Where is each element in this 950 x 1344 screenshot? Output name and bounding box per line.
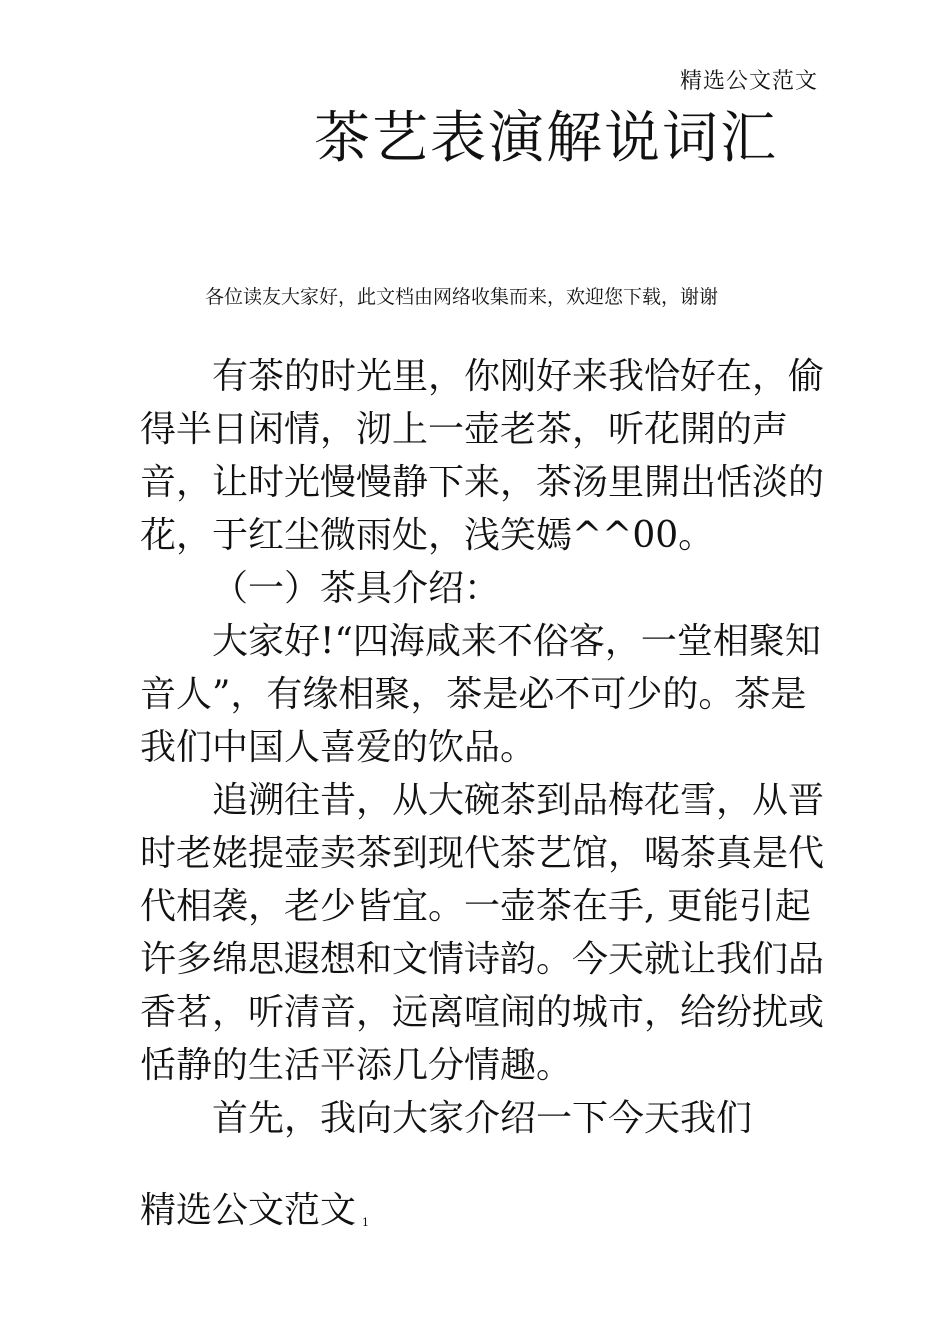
paragraph-introduction: 首先，我向大家介绍一下今天我们 — [212, 1098, 753, 1139]
preface-note: 各位读友大家好，此文档由网络收集而来，欢迎您下载，谢谢 — [205, 286, 719, 308]
paragraph-greeting: 大家好!“四海咸来不俗客，一堂相聚知音人”，有缘相聚，茶是必不可少的。茶是我们中国人喜爱的饮品。 — [140, 621, 821, 768]
page-footer — [140, 1184, 369, 1249]
section-heading: （一）茶具介绍： — [212, 568, 501, 609]
document-title: 茶艺表演解说词汇 — [314, 106, 778, 171]
footer-label: 精选公文范文 — [140, 1190, 357, 1231]
document-body — [140, 350, 830, 1145]
paragraph-history: 追溯往昔，从大碗茶到品梅花雪，从晋时老姥提壶卖茶到现代茶艺馆，喝茶真是代代相袭，老少皆宜。一壶茶在手, 更能引起许多绵思遐想和文情诗韵。今天就让我们品香茗，听清音，远离喧闹的城市，给纷扰或恬静的生活平添几分情趣。 — [140, 780, 825, 1086]
page-number: 1 — [362, 1216, 370, 1229]
header-label: 精选公文范文 — [679, 69, 818, 94]
paragraph-intro: 有茶的时光里，你刚好来我恰好在，偷得半日闲情，沏上一壶老茶，听花開的声音，让时光慢慢静下来，茶汤里開出恬淡的花，于红尘微雨处，浅笑嫣^^00。 — [140, 356, 825, 556]
